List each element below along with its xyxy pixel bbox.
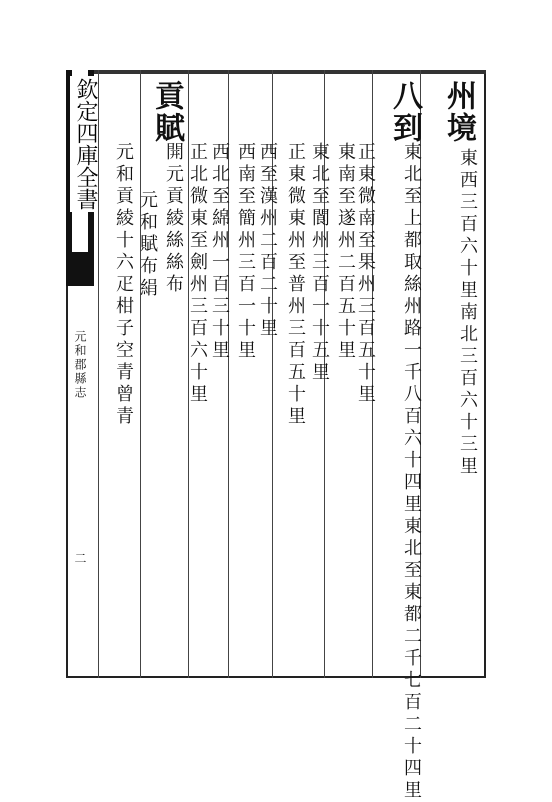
direction-southwest-jianzhou: 西南至簡州三百一十里 <box>235 142 256 362</box>
direction-east-puzhou: 正東微東州至普州三百五十里 <box>285 142 306 428</box>
heading-badao: 八到 <box>387 80 422 144</box>
top-border-band <box>66 70 486 74</box>
zhoujing-text: 東西三百六十里南北三百六十三里 <box>457 148 478 478</box>
direction-southeast-suizhou: 東南至遂州二百五十里 <box>335 142 356 362</box>
badao-text: 東北至上都取絲州路一千八百六十四里東北至東都二千七百二十四里 <box>401 142 422 802</box>
direction-northwest-mianzhou: 西北至綿州一百三十里 <box>209 142 230 362</box>
book-title-margin: 元和郡縣志 <box>73 330 87 400</box>
yuanhe-tax: 元和賦布絹 <box>137 190 158 300</box>
direction-north-jianzhou: 正北微東至劍州三百六十里 <box>187 142 208 406</box>
kaiyuan-tribute: 開元貢綾絲絲布 <box>163 142 184 296</box>
direction-east-south-guozhou: 正東微南至果州三百五十里 <box>355 142 376 406</box>
page-number: 二 <box>73 552 87 566</box>
heading-zhoujing: 州境 <box>441 80 476 144</box>
direction-west-hanzhou: 西至漢州二百二十里 <box>257 142 278 340</box>
heading-gongfu: 貢賦 <box>149 80 184 144</box>
fish-tail-marker <box>66 252 94 286</box>
collection-title: 欽定四庫全書 <box>70 76 101 212</box>
direction-northeast-langzhou: 東北至閬州三百一十五里 <box>309 142 330 384</box>
yuanhe-tribute: 元和貢綾十六疋柑子空青曾青 <box>113 142 134 428</box>
column-rule <box>98 70 99 678</box>
column-rule <box>140 70 141 678</box>
